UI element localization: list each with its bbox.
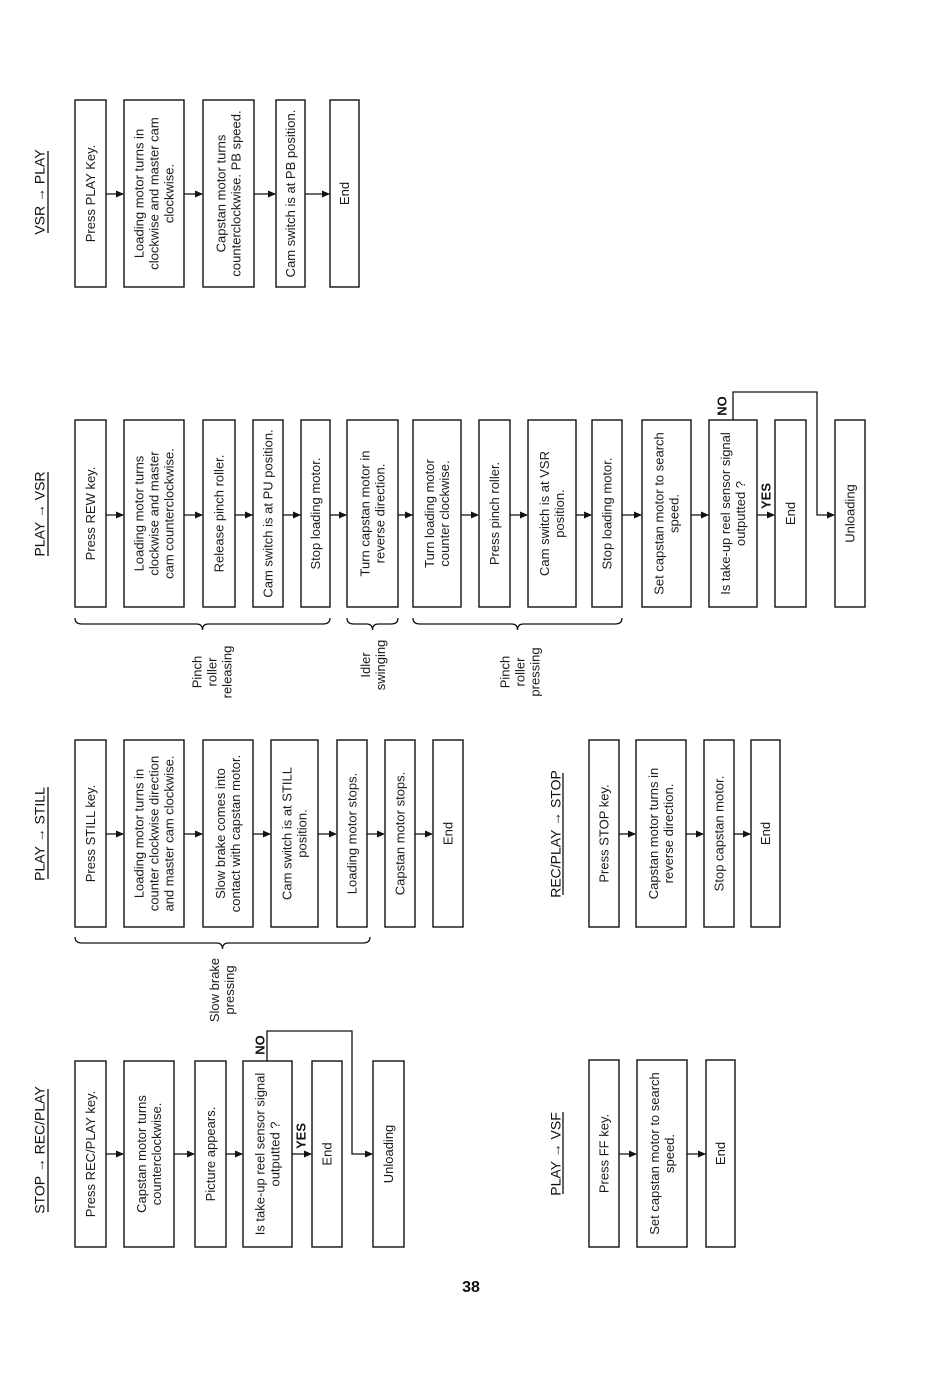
play-still-brace-label: Slow brakepressing <box>207 957 237 1023</box>
play-vsr-step-14-label: Unloading <box>842 484 858 543</box>
play-still-step-6-label: Capstan motor stops. <box>392 771 408 896</box>
play-vsf-step-1-label: Press FF key. <box>596 1113 612 1194</box>
stop-recplay-step-3-label: Picture appears. <box>203 1106 218 1202</box>
vsr-play-step-1-label: Press PLAY Key. <box>83 144 98 243</box>
play-still-step-3-label: Slow brake comes intocontact with capstan motor. <box>213 754 243 913</box>
play-vsr-step-8-label: Press pinch roller. <box>487 461 502 566</box>
play-vsr-step-6-label: Turn capstan motor inreverse direction. <box>357 450 388 577</box>
play-still-brace <box>75 937 370 949</box>
play-still-step-2-label: Loading motor turns incounter clockwise directionand master cam clockwise. <box>131 755 177 912</box>
vsr-play-step-3-label: Capstan motor turnscounterclockwise. PB speed. <box>213 110 244 277</box>
stop-recplay-step-1-label: Press REC/PLAY key. <box>83 1090 98 1218</box>
play-still-step-7-label: End <box>440 821 456 846</box>
play-vsr-step-4-label: Cam switch is at PU position. <box>260 429 276 598</box>
play-vsr-step-1-label: Press REW key. <box>83 466 98 561</box>
play-vsr-step-2-label: Loading motor turnsclockwise and mastercam counterclockwise. <box>131 448 177 579</box>
stop-recplay-step-2-label: Capstan motor turnscounterclockwise. <box>134 1095 164 1213</box>
stop-recplay-title: STOP → REC/PLAY <box>31 1086 48 1214</box>
play-vsr-title: PLAY → VSR <box>31 471 48 557</box>
recplay-stop-step-2-label: Capstan motor turns inreverse direction. <box>646 767 676 900</box>
stop-recplay-yes-label: YES <box>293 1122 309 1150</box>
play-still-step-1-label: Press STILL key. <box>83 784 98 883</box>
play-vsf-step-2-label: Set capstan motor to searchspeed. <box>647 1072 677 1235</box>
play-vsr-step-5-label: Stop loading motor. <box>308 457 323 570</box>
play-vsr-no-label: NO <box>714 396 730 416</box>
stop-recplay-step-5-label: End <box>319 1142 335 1166</box>
play-vsr-step-12-label: Is take-up reel sensor signaloutputted ? <box>718 432 748 595</box>
play-vsr-brace-1 <box>75 618 330 630</box>
vsr-play-step-5-label: End <box>337 181 352 206</box>
vsr-play-step-2-label: Loading motor turns inclockwise and master camclockwise. <box>131 117 177 270</box>
play-vsr-step-9-label: Cam switch is at VSRposition. <box>537 451 567 576</box>
stop-recplay-step-6-label: Unloading <box>381 1124 396 1184</box>
recplay-stop-title: REC/PLAY → STOP <box>547 770 564 898</box>
play-vsr-brace-3-label: Pinchrollerpressing <box>497 647 543 697</box>
stop-recplay-step-4-label: Is take-up reel sensor signaloutputted ? <box>252 1072 283 1236</box>
play-still-step-5-label: Loading motor stops. <box>344 772 360 895</box>
play-still-title: PLAY → STILL <box>31 787 48 881</box>
play-vsr-brace-1-label: Pinchrollerreleasing <box>189 645 235 699</box>
play-vsr-step-13-label: End <box>783 501 798 526</box>
play-vsr-yes-label: YES <box>758 482 774 510</box>
play-vsr-brace-2 <box>347 618 398 630</box>
recplay-stop-step-3-label: Stop capstan motor. <box>711 775 727 892</box>
play-vsr-step-7-label: Turn loading motorcounter clockwise. <box>422 459 452 568</box>
play-vsf-title: PLAY → VSF <box>547 1112 564 1196</box>
play-vsf-step-3-label: End <box>713 1141 728 1166</box>
page-number: 38 <box>462 1279 480 1296</box>
recplay-stop-step-4-label: End <box>758 821 773 846</box>
recplay-stop-step-1-label: Press STOP key. <box>596 784 612 883</box>
play-vsr-step-11-label: Set capstan motor to searchspeed. <box>651 432 682 595</box>
vsr-play-title: VSR → PLAY <box>31 149 48 235</box>
play-still-step-4-label: Cam switch is at STILLposition. <box>279 767 310 900</box>
vsr-play-step-4-label: Cam switch is at PB position. <box>283 109 298 278</box>
stop-recplay-no-label: NO <box>252 1035 268 1055</box>
play-vsr-step-3-label: Release pinch roller. <box>211 454 227 573</box>
play-vsr-brace-3 <box>413 618 622 630</box>
play-vsr-step-10-label: Stop loading motor. <box>599 457 615 570</box>
play-vsr-brace-2-label: Idlerswinging <box>358 639 388 691</box>
